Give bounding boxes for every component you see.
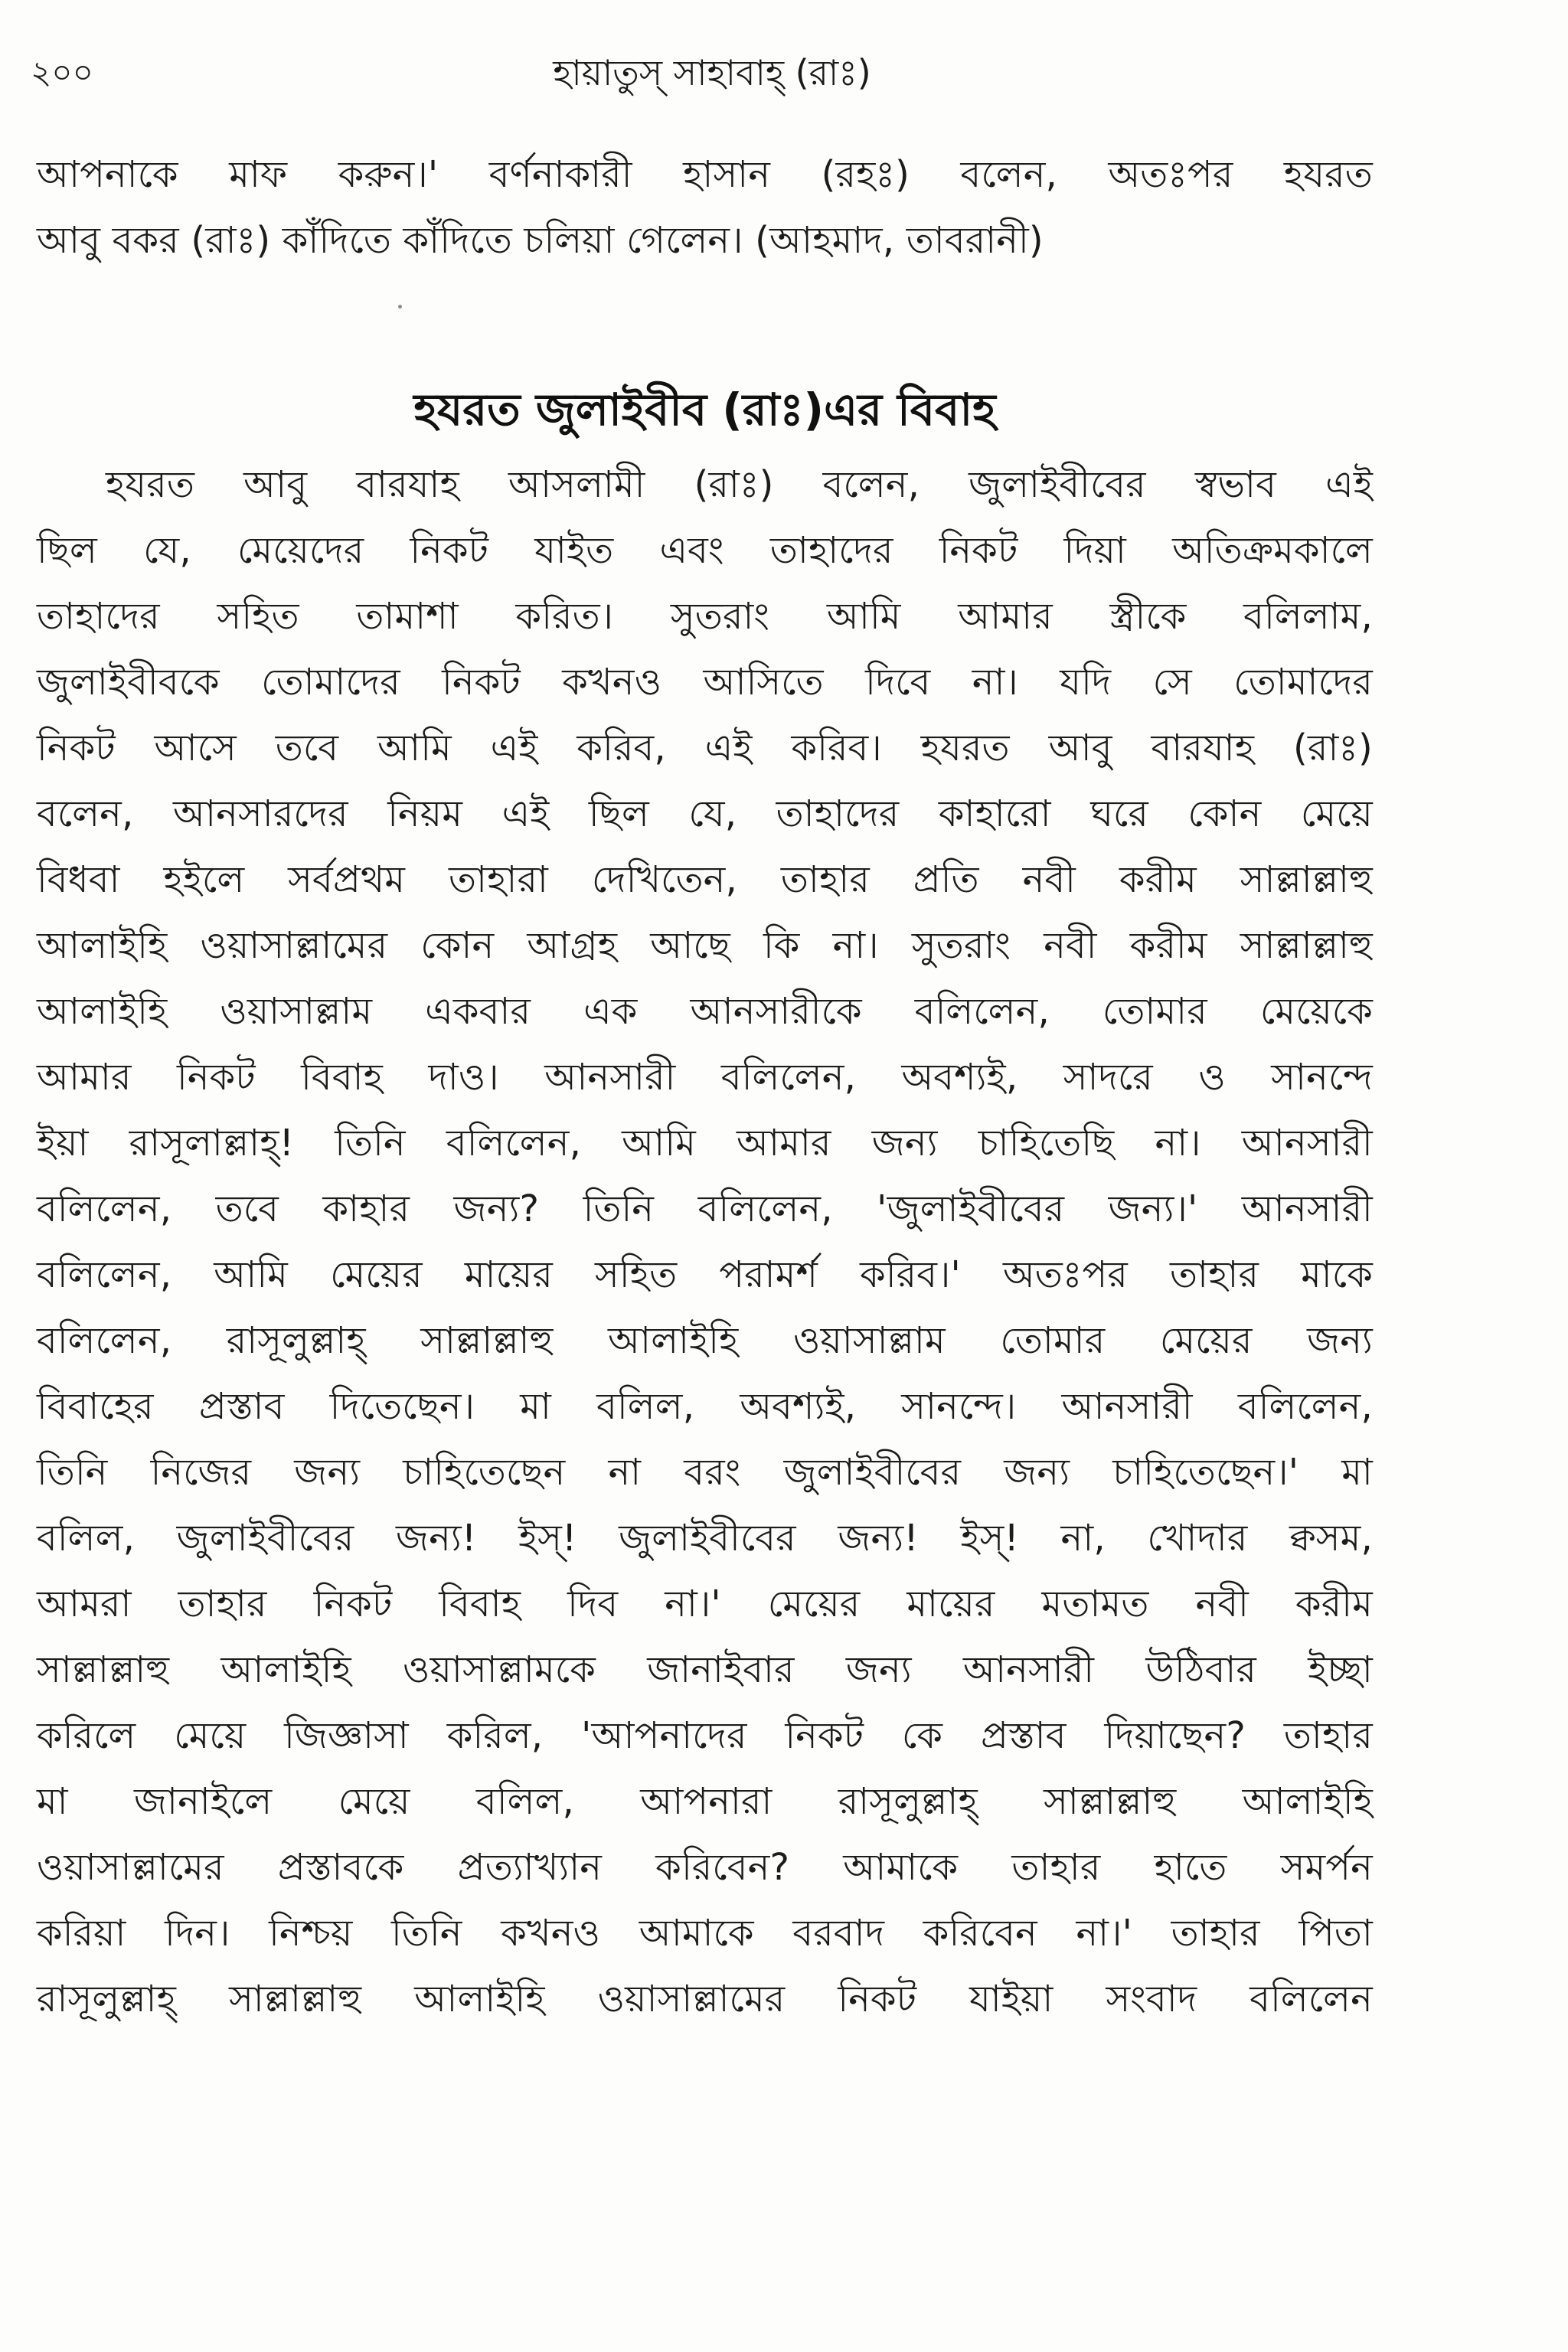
text-line: ছিল যে, মেয়েদের নিকট যাইত এবং তাহাদের নিকট দিয়া অতিক্রমকালে — [37, 529, 1373, 572]
intro-paragraph — [37, 142, 1373, 273]
running-title: হায়াতুস্ সাহাবাহ্ (রাঃ) — [553, 52, 871, 93]
text-line: বিবাহের প্রস্তাব দিতেছেন। মা বলিল, অবশ্যই, সানন্দে। আনসারী বলিলেন, — [37, 1385, 1373, 1428]
text-line: আবু বকর (রাঃ) কাঁদিতে কাঁদিতে চলিয়া গেলেন। (আহমাদ, তাবরানী) — [37, 219, 1044, 262]
text-line: বলিলেন, তবে কাহার জন্য? তিনি বলিলেন, 'জুলাইবীবের জন্য।' আনসারী — [37, 1187, 1373, 1230]
text-line: তিনি নিজের জন্য চাহিতেছেন না বরং জুলাইবীবের জন্য চাহিতেছেন।' মা — [37, 1451, 1373, 1494]
text-line: আলাইহি ওয়াসাল্লাম একবার এক আনসারীকে বলিলেন, তোমার মেয়েকে — [37, 990, 1373, 1033]
text-line: রাসূলুল্লাহ্ সাল্লাল্লাহু আলাইহি ওয়াসাল্লামের নিকট যাইয়া সংবাদ বলিলেন — [37, 1978, 1373, 2020]
running-header — [31, 42, 1393, 103]
text-line: জুলাইবীবকে তোমাদের নিকট কখনও আসিতে দিবে না। যদি সে তোমাদের — [37, 661, 1373, 704]
text-line: বিধবা হইলে সর্বপ্রথম তাহারা দেখিতেন, তাহার প্রতি নবী করীম সাল্লাল্লাহু — [37, 858, 1373, 901]
text-line: আমরা তাহার নিকট বিবাহ দিব না।' মেয়ের মায়ের মতামত নবী করীম — [37, 1583, 1373, 1625]
text-line: আমার নিকট বিবাহ দাও। আনসারী বলিলেন, অবশ্যই, সাদরে ও সানন্দে — [37, 1056, 1373, 1099]
page-number: ২০০ — [31, 54, 93, 91]
text-line: সাল্লাল্লাহু আলাইহি ওয়াসাল্লামকে জানাইবার জন্য আনসারী উঠিবার ইচ্ছা — [37, 1648, 1373, 1691]
text-line: নিকট আসে তবে আমি এই করিব, এই করিব। হযরত আবু বারযাহ (রাঃ) — [37, 727, 1373, 769]
text-line: আপনাকে মাফ করুন।' বর্ণনাকারী হাসান (রহঃ) বলেন, অতঃপর হযরত — [37, 153, 1373, 196]
text-line: করিয়া দিন। নিশ্চয় তিনি কখনও আমাকে বরবাদ করিবেন না।' তাহার পিতা — [37, 1912, 1373, 1955]
text-line: ওয়াসাল্লামের প্রস্তাবকে প্রত্যাখ্যান করিবেন? আমাকে তাহার হাতে সমর্পন — [37, 1846, 1373, 1889]
print-speck — [398, 305, 402, 309]
text-line: আলাইহি ওয়াসাল্লামের কোন আগ্রহ আছে কি না। সুতরাং নবী করীম সাল্লাল্লাহু — [37, 924, 1373, 967]
text-line: বলিল, জুলাইবীবের জন্য! ইস্! জুলাইবীবের জন্য! ইস্! না, খোদার ক্বসম, — [37, 1517, 1373, 1560]
text-line: হযরত আবু বারযাহ আসলামী (রাঃ) বলেন, জুলাইবীবের স্বভাব এই — [106, 463, 1373, 506]
text-line: বলিলেন, রাসূলুল্লাহ্ সাল্লাল্লাহু আলাইহি ওয়াসাল্লাম তোমার মেয়ের জন্য — [37, 1319, 1373, 1362]
text-line: তাহাদের সহিত তামাশা করিত। সুতরাং আমি আমার স্ত্রীকে বলিলাম, — [37, 595, 1373, 638]
section-paragraph — [37, 452, 1373, 2032]
section-heading: হযরত জুলাইবীব (রাঃ)এর বিবাহ — [413, 384, 996, 436]
text-line: করিলে মেয়ে জিজ্ঞাসা করিল, 'আপনাদের নিকট কে প্রস্তাব দিয়াছেন? তাহার — [37, 1714, 1373, 1757]
text-line: বলিলেন, আমি মেয়ের মায়ের সহিত পরামর্শ করিব।' অতঃপর তাহার মাকে — [37, 1253, 1373, 1296]
text-line: ইয়া রাসূলাল্লাহ্! তিনি বলিলেন, আমি আমার জন্য চাহিতেছি না। আনসারী — [37, 1122, 1373, 1165]
text-line: বলেন, আনসারদের নিয়ম এই ছিল যে, তাহাদের কাহারো ঘরে কোন মেয়ে — [37, 792, 1373, 835]
text-line: মা জানাইলে মেয়ে বলিল, আপনারা রাসূলুল্লাহ্ সাল্লাল্লাহু আলাইহি — [37, 1780, 1373, 1823]
